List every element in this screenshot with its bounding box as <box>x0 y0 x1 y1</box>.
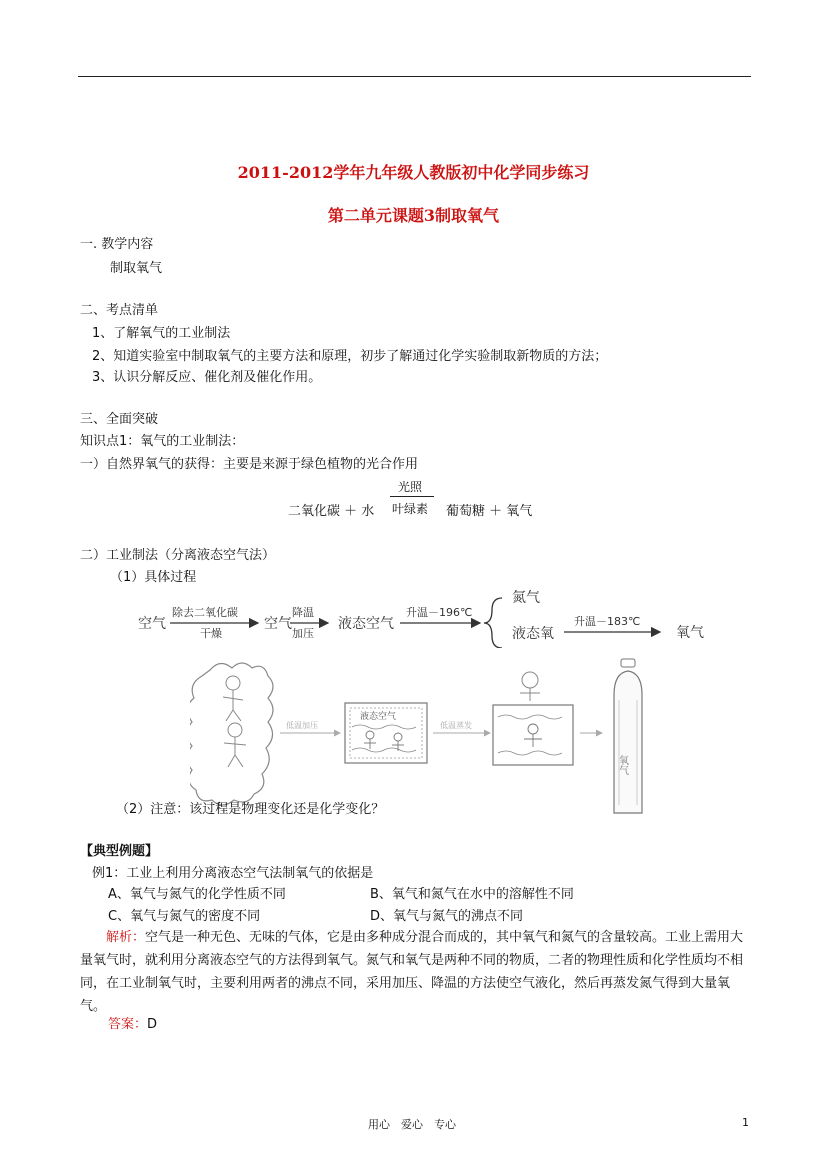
air-cloud <box>190 663 273 805</box>
option-b: B、氧气和氮气在水中的溶解性不同 <box>370 887 574 902</box>
flow-liquid-air: 液态空气 <box>338 616 394 632</box>
flow-pressurize: 加压 <box>292 627 314 640</box>
document-title: 2011-2012学年九年级人教版初中化学同步练习 <box>237 163 590 182</box>
flow-cool: 降温 <box>292 606 314 619</box>
examples-heading: 【典型例题】 <box>80 844 159 859</box>
flow-heat-196: 升温－196℃ <box>406 606 473 619</box>
option-d: D、氧气与氮气的沸点不同 <box>370 909 524 924</box>
knowledge-point-1: 知识点1：氧气的工业制法： <box>80 434 245 449</box>
equation-reactants: 二氧化碳 ＋ 水 <box>288 504 375 519</box>
cylinder-label: 氧气 <box>616 755 628 775</box>
flow-liquid-oxygen: 液态氧 <box>512 626 554 642</box>
flow-heat-183: 升温－183℃ <box>574 615 641 628</box>
answer-line <box>108 1016 157 1034</box>
step1-label: （1）具体过程 <box>110 570 197 585</box>
checklist-item-1: 1、了解氧气的工业制法 <box>92 326 231 341</box>
section1-heading: 一. 教学内容 <box>80 237 154 252</box>
flow-remove-co2: 除去二氧化碳 <box>172 606 238 619</box>
molecule-figure-1 <box>223 676 243 721</box>
section1-content: 制取氧气 <box>110 261 163 276</box>
analysis-text: 空气是一种无色、无味的气体，它是由多种成分混合而成的，其中氧气和氮气的含量较高。工业上需用大量氧气时，就利用分离液态空气的方法得到氧气。氮气和氧气是两种不同的物质，二者的物理性质和化学性质均不相同，在工业制氧气时，主要利用两者的沸点不同，采用加压、降温的方法使空气液化，然后再蒸发氮气得到大量氧气。 <box>80 930 744 1014</box>
illus-arrow-1-label: 低温加压 <box>286 721 318 730</box>
option-c: C、氧气与氮气的密度不同 <box>108 909 261 924</box>
flow-oxygen: 氧气 <box>676 625 704 641</box>
answer-label: 答案： <box>108 1017 148 1032</box>
analysis-paragraph <box>80 926 750 1018</box>
molecule-figure-2 <box>224 723 246 767</box>
part2-heading: 二）工业制法（分离液态空气法） <box>80 548 276 563</box>
equation-condition-bottom: 叶绿素 <box>392 502 429 516</box>
part1-heading: 一）自然界氧气的获得：主要是来源于绿色植物的光合作用 <box>80 457 419 472</box>
flow-air: 空气 <box>138 616 166 632</box>
option-a: A、氧气与氮气的化学性质不同 <box>108 887 286 902</box>
footer-motto: 用心 爱心 专心 <box>368 1118 456 1131</box>
equation-arrow-line <box>390 496 434 497</box>
flow-air-2: 空气 <box>264 616 292 632</box>
checklist-item-3: 3、认识分解反应、催化剂及催化作用。 <box>92 370 322 385</box>
flow-brace <box>484 598 502 648</box>
document-subtitle: 第二单元课题3制取氧气 <box>327 206 500 225</box>
process-flow-diagram <box>130 590 710 648</box>
section2-heading: 二、考点清单 <box>80 303 159 318</box>
page-number: 1 <box>742 1116 749 1129</box>
example1-question: 例1：工业上利用分离液态空气法制氧气的依据是 <box>92 866 374 881</box>
liquid-air-box-label: 液态空气 <box>360 712 397 722</box>
answer-value: D <box>147 1017 158 1032</box>
oxygen-cylinder <box>614 659 642 813</box>
equation-condition-top: 光照 <box>398 480 423 494</box>
process-illustration <box>190 655 660 820</box>
header-rule <box>78 76 751 77</box>
checklist-item-2: 2、知道实验室中制取氧气的主要方法和原理，初步了解通过化学实验制取新物质的方法； <box>92 349 608 364</box>
evaporating-figure <box>520 672 540 701</box>
section3-heading: 三、全面突破 <box>80 412 159 427</box>
flow-nitrogen: 氮气 <box>512 590 540 606</box>
step2-question: （2）注意：该过程是物理变化还是化学变化？ <box>116 802 385 817</box>
flow-dry: 干燥 <box>200 627 222 640</box>
analysis-label: 解析： <box>106 930 146 945</box>
illus-arrow-2-label: 低温蒸发 <box>440 721 472 730</box>
equation-products: 葡萄糖 ＋ 氧气 <box>446 504 533 519</box>
